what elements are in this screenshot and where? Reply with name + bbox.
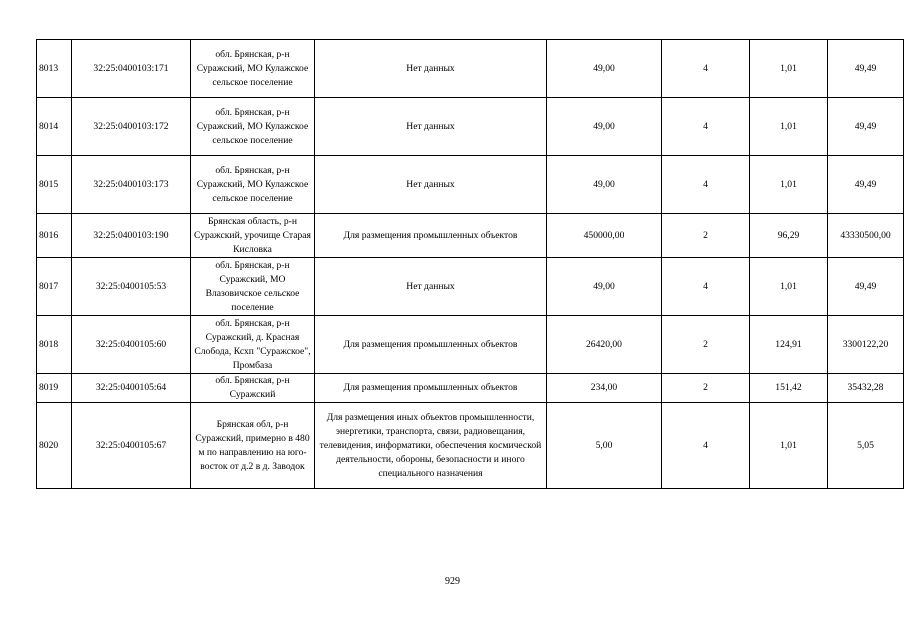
group-number: 4	[662, 156, 750, 214]
group-number: 2	[662, 316, 750, 374]
cadastral-value: 49,49	[828, 40, 904, 98]
permitted-use: Нет данных	[315, 156, 547, 214]
cadastral-value: 35432,28	[828, 374, 904, 403]
address: обл. Брянская, р-н Суражский, д. Красная Слобода, Ксхп "Суражское", Промбаза	[191, 316, 315, 374]
table-row	[37, 214, 904, 258]
page-number: 929	[445, 576, 460, 587]
row-number: 8019	[37, 374, 72, 403]
table-row	[37, 156, 904, 214]
specific-value: 1,01	[750, 156, 828, 214]
table-row	[37, 316, 904, 374]
table-row	[37, 258, 904, 316]
row-number: 8018	[37, 316, 72, 374]
cadastral-value: 49,49	[828, 98, 904, 156]
specific-value: 1,01	[750, 403, 828, 489]
group-number: 4	[662, 403, 750, 489]
group-number: 4	[662, 98, 750, 156]
permitted-use: Для размещения промышленных объектов	[315, 316, 547, 374]
table-row	[37, 374, 904, 403]
area: 234,00	[547, 374, 662, 403]
address: обл. Брянская, р-н Суражский, МО Влазовичское сельское поселение	[191, 258, 315, 316]
specific-value: 124,91	[750, 316, 828, 374]
cadastral-number: 32:25:0400103:171	[72, 40, 191, 98]
address: обл. Брянская, р-н Суражский, МО Кулажское сельское поселение	[191, 40, 315, 98]
row-number: 8014	[37, 98, 72, 156]
cadastral-value: 43330500,00	[828, 214, 904, 258]
group-number: 4	[662, 40, 750, 98]
cadastral-number: 32:25:0400103:173	[72, 156, 191, 214]
area: 26420,00	[547, 316, 662, 374]
specific-value: 1,01	[750, 98, 828, 156]
cadastral-value-table	[36, 39, 904, 489]
group-number: 4	[662, 258, 750, 316]
group-number: 2	[662, 214, 750, 258]
permitted-use: Нет данных	[315, 98, 547, 156]
specific-value: 1,01	[750, 258, 828, 316]
specific-value: 151,42	[750, 374, 828, 403]
specific-value: 1,01	[750, 40, 828, 98]
address: обл. Брянская, р-н Суражский	[191, 374, 315, 403]
cadastral-number: 32:25:0400103:172	[72, 98, 191, 156]
cadastral-number: 32:25:0400105:53	[72, 258, 191, 316]
cadastral-number: 32:25:0400105:64	[72, 374, 191, 403]
permitted-use: Нет данных	[315, 258, 547, 316]
area: 450000,00	[547, 214, 662, 258]
cadastral-number: 32:25:0400103:190	[72, 214, 191, 258]
area: 49,00	[547, 258, 662, 316]
address: обл. Брянская, р-н Суражский, МО Кулажское сельское поселение	[191, 156, 315, 214]
cadastral-number: 32:25:0400105:67	[72, 403, 191, 489]
permitted-use: Для размещения иных объектов промышленности, энергетики, транспорта, связи, радиовещания, телевидения, информатики, обеспечения космической деятельности, обороны, безопасности и иного специального назначения	[315, 403, 547, 489]
area: 49,00	[547, 156, 662, 214]
permitted-use: Для размещения промышленных объектов	[315, 214, 547, 258]
row-number: 8017	[37, 258, 72, 316]
row-number: 8015	[37, 156, 72, 214]
cadastral-number: 32:25:0400105:60	[72, 316, 191, 374]
permitted-use: Для размещения промышленных объектов	[315, 374, 547, 403]
address: Брянская область, р-н Суражский, урочище Старая Кисловка	[191, 214, 315, 258]
cadastral-value: 5,05	[828, 403, 904, 489]
cadastral-value: 49,49	[828, 156, 904, 214]
address: обл. Брянская, р-н Суражский, МО Кулажское сельское поселение	[191, 98, 315, 156]
area: 49,00	[547, 40, 662, 98]
address: Брянская обл, р-н Суражский, примерно в 480 м по направлению на юго-восток от д.2 в д. Заводок	[191, 403, 315, 489]
table-row	[37, 403, 904, 489]
cadastral-value: 3300122,20	[828, 316, 904, 374]
area: 49,00	[547, 98, 662, 156]
area: 5,00	[547, 403, 662, 489]
table-row	[37, 98, 904, 156]
row-number: 8013	[37, 40, 72, 98]
cadastral-value: 49,49	[828, 258, 904, 316]
table-row	[37, 40, 904, 98]
specific-value: 96,29	[750, 214, 828, 258]
row-number: 8016	[37, 214, 72, 258]
row-number: 8020	[37, 403, 72, 489]
permitted-use: Нет данных	[315, 40, 547, 98]
group-number: 2	[662, 374, 750, 403]
